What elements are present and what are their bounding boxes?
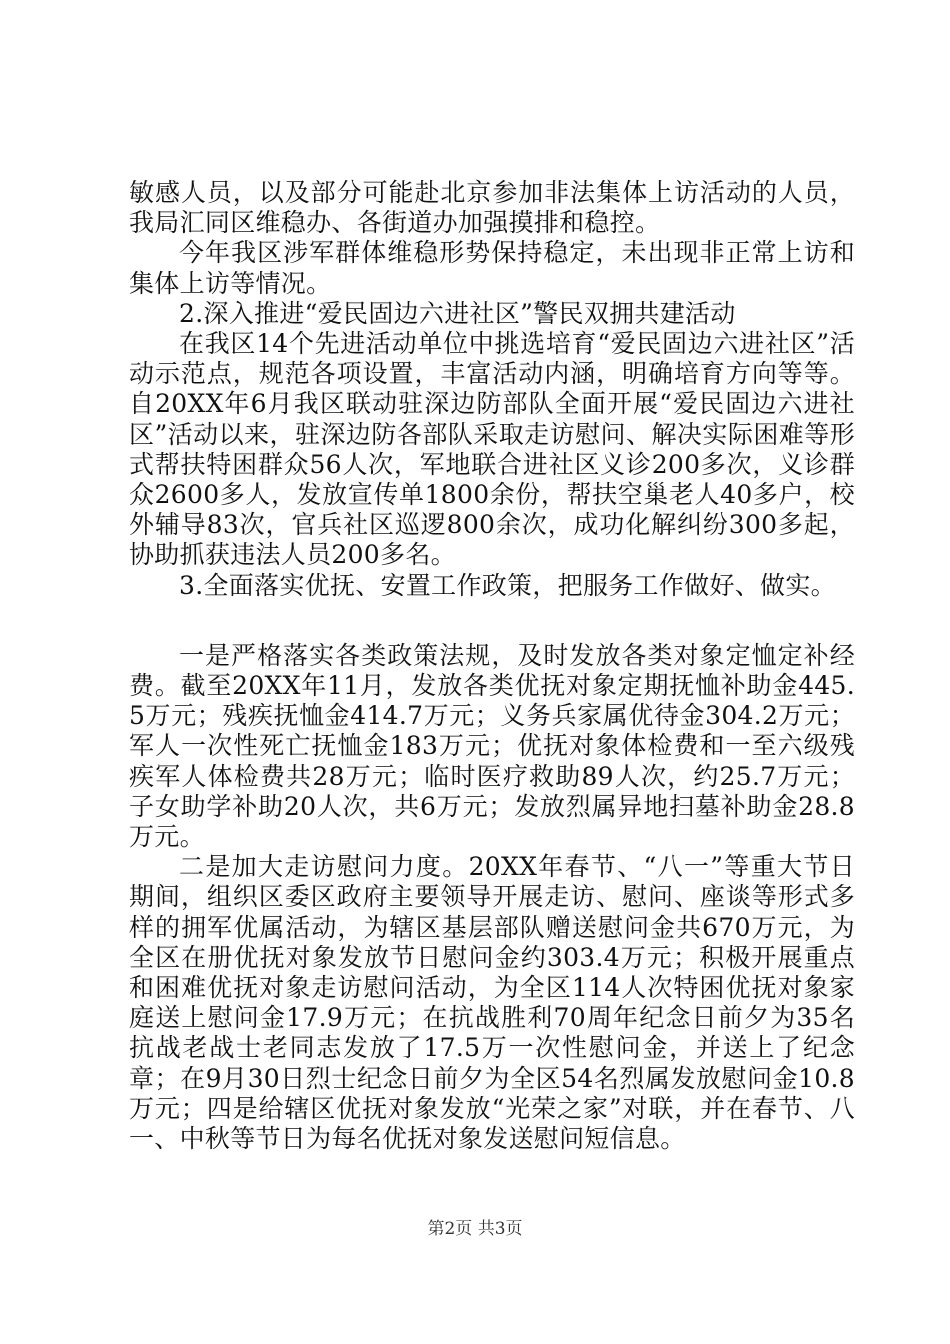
blank-line [129,601,855,641]
page-footer: 第2页 共3页 [427,1219,523,1239]
section-heading-3: 3.全面落实优抚、安置工作政策，把服务工作做好、做实。 [179,570,836,600]
paragraph-continuation: 敏感人员，以及部分可能赴北京参加非法集体上访活动的人员，我局汇同区维稳办、各街道办加强摸排和稳控。 [129,178,855,238]
document-body [129,178,855,1154]
paragraph-community-activity: 在我区14个先进活动单位中挑选培育“爱民固边六进社区”活动示范点，规范各项设置，丰富活动内涵，明确培育方向等等。自20XX年6月我区联动驻深边防部队全面开展“爱民固边六进社区”活动以来，驻深边防各部队采取走访慰问、解决实际困难等形式帮扶特困群众56人次，军地联合进社区义诊200多次，义诊群众2600多人，发放宣传单1800余份，帮扶空巢老人40多户，校外辅导83次，官兵社区巡逻800余次，成功化解纠纷300多起，协助抓获违法人员200多名。 [129,329,855,570]
section-heading-2: 2.深入推进“爱民固边六进社区”警民双拥共建活动 [179,298,736,328]
paragraph-stability: 今年我区涉军群体维稳形势保持稳定，未出现非正常上访和集体上访等情况。 [129,238,855,298]
paragraph-visits: 二是加大走访慰问力度。20XX年春节、“八一”等重大节日期间，组织区委区政府主要领导开展走访、慰问、座谈等形式多样的拥军优属活动，为辖区基层部队赠送慰问金共670万元，为全区在册优抚对象发放节日慰问金约303.4万元；积极开展重点和困难优抚对象走访慰问活动，为全区114人次特困优抚对象家庭送上慰问金17.9万元；在抗战胜利70周年纪念日前夕为35名抗战老战士老同志发放了17.5万一次性慰问金，并送上了纪念章；在9月30日烈士纪念日前夕为全区54名烈属发放慰问金10.8万元；四是给辖区优抚对象发放“光荣之家”对联，并在春节、八一、中秋等节日为每名优抚对象发送慰问短信息。 [129,852,855,1154]
paragraph-policy-funds: 一是严格落实各类政策法规，及时发放各类对象定恤定补经费。截至20XX年11月，发放各类优抚对象定期抚恤补助金445.5万元；残疾抚恤金414.7万元；义务兵家属优待金304.2万元；军人一次性死亡抚恤金183万元；优抚对象体检费和一至六级残疾军人体检费共28万元；临时医疗救助89人次，约25.7万元；子女助学补助20人次，共6万元；发放烈属异地扫墓补助金28.8万元。 [129,640,855,852]
